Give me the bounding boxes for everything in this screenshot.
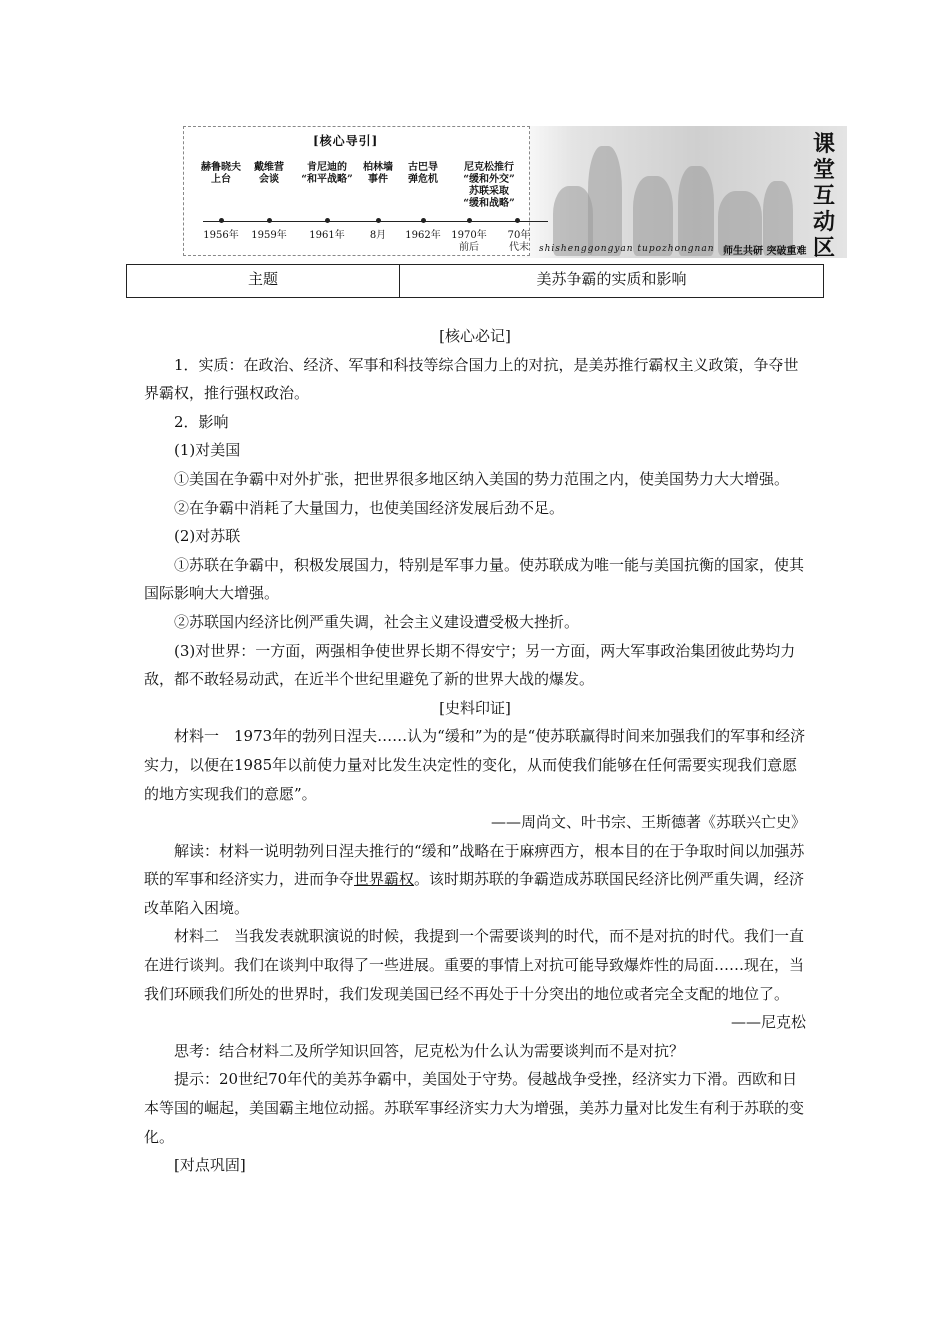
core-guide-label: [核心导引] <box>313 134 379 148</box>
paragraph: ②苏联国内经济比例严重失调，社会主义建设遭受极大挫折。 <box>174 612 580 631</box>
timeline-event: 肯尼迪的 “和平战略” <box>301 162 353 185</box>
paragraph: (3)对世界：一方面，两强相争使世界长期不得安宁；另一方面，两大军事政治集团彼此势均力敌，都不敢轻易动武，在近半个世纪里避免了新的世界大战的爆发。 <box>144 641 796 689</box>
timeline-event: 赫鲁晓夫 上台 <box>201 162 241 185</box>
interpretation-text: 。该时期苏联的争霸造成苏联国民经济比例严重失调，经济改革陷入困境。 <box>144 870 805 917</box>
paragraph: 1．实质：在政治、经济、军事和科技等综合国力上的对抗，是美苏推行霸权主义政策，争夺世界霸权，推行强权政治。 <box>144 355 799 403</box>
timeline-dot <box>515 218 520 223</box>
timeline-event: 古巴导 弹危机 <box>408 162 438 185</box>
timeline-dot <box>467 218 472 223</box>
section-banner <box>183 126 847 261</box>
timeline-dot <box>325 218 330 223</box>
material-two-source: ——尼克松 <box>730 1013 806 1032</box>
timeline-year: 1962年 <box>405 230 441 241</box>
material-one: 材料一 1973年的勃列日涅夫……认为“缓和”为的是“使苏联赢得时间来加强我们的军事和经济实力，以便在1985年以前使力量对比发生决定性的变化，从而使我们能够在任何需要实现我们意愿的地方实现我们的意愿”。 <box>144 727 806 803</box>
timeline-dot <box>267 218 272 223</box>
banner-photo <box>513 126 847 258</box>
timeline-year: 8月 <box>369 230 387 241</box>
timeline-year: 1959年 <box>251 230 287 241</box>
paragraph: 2．影响 <box>174 412 229 431</box>
timeline-year: 1961年 <box>309 230 345 241</box>
topic-table <box>126 264 824 298</box>
topic-value: 美苏争霸的实质和影响 <box>536 270 687 288</box>
timeline-event: 柏林墙 事件 <box>363 162 393 185</box>
section-slogan: 师生共研 突破重难 <box>723 246 807 257</box>
underlined-term: 世界霸权 <box>354 870 415 889</box>
topic-label: 主题 <box>127 265 400 297</box>
think-question: 思考：结合材料二及所学知识回答，尼克松为什么认为需要谈判而不是对抗？ <box>174 1041 685 1060</box>
timeline-dot <box>376 218 381 223</box>
hint-answer: 提示：20世纪70年代的美苏争霸中，美国处于守势。侵越战争受挫，经济实力下滑。西欧和日本等国的崛起，美国霸主地位动摇。苏联军事经济实力大为增强，美苏力量对比发生有利于苏联的变化。 <box>144 1070 805 1146</box>
history-heading: [史料印证] <box>439 698 511 717</box>
material-one-source: ——周尚文、叶书宗、王斯德著《苏联兴亡史》 <box>490 813 806 832</box>
section-title: 课堂互动区 <box>812 132 835 261</box>
paragraph: ①美国在争霸中对外扩张，把世界很多地区纳入美国的势力范围之内，使美国势力大大增强。 <box>174 469 790 488</box>
timeline-year: 1970年 前后 <box>451 230 487 253</box>
timeline-dot <box>219 218 224 223</box>
document-body <box>144 322 806 1180</box>
timeline-event: 尼克松推行 “缓和外交” 苏联采取 “缓和战略” <box>463 162 515 209</box>
interpretation <box>144 837 806 923</box>
paragraph: ①苏联在争霸中，积极发展国力，特别是军事力量。使苏联成为唯一能与美国抗衡的国家，使其国际影响大大增强。 <box>144 555 805 603</box>
interpretation-text: 解读：材料一说明勃列日涅夫推行的“缓和”战略在于麻痹西方，根本目的在于争取时间以加强苏联的军事和经济实力，进而争夺 <box>144 841 805 889</box>
timeline-event: 戴维营 会谈 <box>254 162 284 185</box>
material-two: 材料二 当我发表就职演说的时候，我提到一个需要谈判的时代，而不是对抗的时代。我们一直在进行谈判。我们在谈判中取得了一些进展。重要的事情上对抗可能导致爆炸性的局面……现在，当我们环顾我们所处的世界时，我们发现美国已经不再处于十分突出的地位或者完全支配的地位了。 <box>144 927 805 1003</box>
timeline-dot <box>421 218 426 223</box>
paragraph: ②在争霸中消耗了大量国力，也使美国经济发展后劲不足。 <box>174 498 565 517</box>
paragraph: (2)对苏联 <box>174 527 241 546</box>
timeline-year: 70年 代末 <box>507 230 531 253</box>
timeline-year: 1956年 <box>203 230 239 241</box>
core-heading: [核心必记] <box>439 327 511 345</box>
practice-heading: [对点巩固] <box>174 1156 246 1175</box>
section-pinyin: shishenggongyan tupozhongnan <box>539 244 715 254</box>
paragraph: (1)对美国 <box>174 441 241 460</box>
